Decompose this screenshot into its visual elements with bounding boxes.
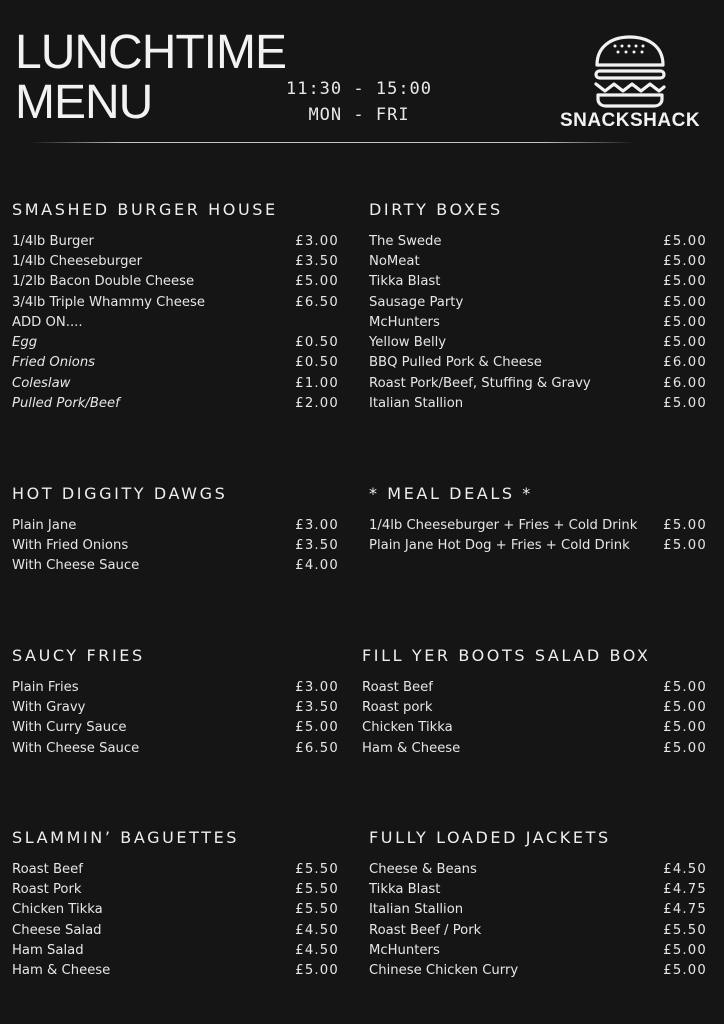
item-name: BBQ Pulled Pork & Cheese [369, 355, 542, 371]
menu-item [12, 940, 339, 960]
item-price: £0.50 [295, 355, 339, 371]
menu-item [362, 738, 707, 758]
item-name: Yellow Belly [369, 335, 447, 351]
menu-item [12, 738, 339, 758]
item-name: Pulled Pork/Beef [12, 396, 120, 412]
item-price: £5.00 [663, 233, 707, 249]
menu-item [12, 879, 339, 899]
item-name: 3/4lb Triple Whammy Cheese [12, 294, 205, 310]
item-price: £5.00 [663, 335, 707, 351]
item-price: £5.00 [663, 720, 707, 736]
menu-item [369, 900, 707, 920]
item-name: McHunters [369, 314, 440, 330]
item-name: Italian Stallion [369, 902, 464, 918]
menu-item [369, 879, 707, 899]
section-meal-deals [369, 483, 707, 556]
menu-title [15, 28, 286, 128]
item-price: £5.00 [295, 963, 339, 979]
item-price: £6.50 [295, 740, 339, 756]
item-price: £5.00 [663, 963, 707, 979]
menu-item [12, 332, 339, 352]
menu-item [369, 515, 707, 535]
item-price: £2.00 [295, 396, 339, 412]
menu-item [12, 272, 339, 292]
item-price: £5.00 [663, 740, 707, 756]
item-name: Roast Pork [12, 881, 82, 897]
item-name: Cheese & Beans [369, 861, 477, 877]
menu-item [369, 859, 707, 879]
item-price: £5.00 [663, 396, 707, 412]
item-name: Egg [12, 335, 38, 351]
menu-item [369, 312, 707, 332]
menu-item [369, 332, 707, 352]
menu-item [12, 231, 339, 251]
menu-item [12, 718, 339, 738]
item-name: Roast Beef [12, 861, 83, 877]
item-name: With Cheese Sauce [12, 740, 140, 756]
item-price: £3.00 [295, 233, 339, 249]
item-name: NoMeat [369, 253, 420, 269]
menu-item [369, 393, 707, 413]
item-name: With Cheese Sauce [12, 558, 140, 574]
item-price: £5.00 [663, 699, 707, 715]
menu-item [369, 292, 707, 312]
item-name: Tikka Blast [369, 274, 441, 290]
menu-item [369, 960, 707, 980]
header-divider [31, 142, 635, 143]
item-price: £3.50 [295, 253, 339, 269]
item-price: £5.00 [663, 274, 707, 290]
item-name: Chicken Tikka [12, 902, 103, 918]
snackshack-logo [553, 34, 707, 134]
section-smashed-burger-house [12, 199, 339, 414]
item-price: £5.00 [663, 294, 707, 310]
menu-item [369, 535, 707, 555]
item-name: Cheese Salad [12, 922, 102, 938]
item-price: £3.50 [295, 699, 339, 715]
item-price: £4.50 [295, 942, 339, 958]
menu-item [369, 251, 707, 271]
section-fill-yer-boots-salad-box [362, 645, 707, 758]
menu-item [12, 292, 339, 312]
menu-item [12, 920, 339, 940]
item-name: Chicken Tikka [362, 720, 453, 736]
item-name: With Fried Onions [12, 537, 129, 553]
menu-item [369, 373, 707, 393]
item-price: £5.50 [295, 902, 339, 918]
item-name: Plain Jane Hot Dog + Fries + Cold Drink [369, 537, 630, 553]
item-name: The Swede [369, 233, 442, 249]
item-price: £4.50 [295, 922, 339, 938]
item-name: Tikka Blast [369, 881, 441, 897]
item-name: Plain Jane [12, 517, 77, 533]
menu-item [12, 677, 339, 697]
item-name: Sausage Party [369, 294, 464, 310]
days-text: MON - FRI [308, 105, 410, 125]
item-price: £5.00 [663, 537, 707, 553]
menu-item [369, 272, 707, 292]
item-price: £4.50 [663, 861, 707, 877]
menu-item [362, 718, 707, 738]
section-saucy-fries [12, 645, 339, 758]
section-title: DIRTY BOXES [369, 200, 503, 219]
menu-item [12, 312, 339, 332]
item-name: Coleslaw [12, 375, 71, 391]
item-name: 1/2lb Bacon Double Cheese [12, 274, 195, 290]
section-title: FULLY LOADED JACKETS [369, 828, 611, 847]
item-name: Ham Salad [12, 942, 84, 958]
item-name: Italian Stallion [369, 396, 464, 412]
item-price: £5.00 [663, 314, 707, 330]
section-slammin-baguettes [12, 827, 339, 981]
item-name: 1/4lb Burger [12, 233, 94, 249]
item-price: £5.50 [295, 861, 339, 877]
hours-text: 11:30 - 15:00 [285, 79, 433, 99]
item-price: £6.50 [295, 294, 339, 310]
item-name: Ham & Cheese [12, 963, 111, 979]
item-price: £0.50 [295, 335, 339, 351]
section-title: SAUCY FRIES [12, 646, 145, 665]
item-price: £5.00 [663, 942, 707, 958]
menu-item [362, 677, 707, 697]
menu-item [12, 353, 339, 373]
item-price: £6.00 [663, 355, 707, 371]
opening-hours [283, 76, 435, 128]
menu-item [369, 353, 707, 373]
item-price: £5.00 [663, 517, 707, 533]
menu-item [12, 393, 339, 413]
menu-item [12, 251, 339, 271]
section-hot-diggity-dawgs [12, 483, 339, 576]
section-fully-loaded-jackets [369, 827, 707, 981]
menu-item [12, 697, 339, 717]
item-name: With Gravy [12, 699, 86, 715]
section-title: SMASHED BURGER HOUSE [12, 200, 278, 219]
menu-item [12, 900, 339, 920]
item-price: £1.00 [295, 375, 339, 391]
section-title: SLAMMIN’ BAGUETTES [12, 828, 240, 847]
item-price: £4.75 [663, 902, 707, 918]
menu-item [12, 859, 339, 879]
item-price: £5.00 [663, 253, 707, 269]
menu-item [12, 535, 339, 555]
burger-icon [593, 34, 667, 108]
item-name: 1/4lb Cheeseburger [12, 253, 143, 269]
item-name: McHunters [369, 942, 440, 958]
section-title: * MEAL DEALS * [369, 484, 533, 503]
item-price: £4.75 [663, 881, 707, 897]
menu-item [12, 515, 339, 535]
menu-item [362, 697, 707, 717]
item-name: ADD ON.... [12, 314, 83, 330]
menu-item [12, 960, 339, 980]
title-line-2: MENU [15, 76, 153, 129]
item-name: Roast Beef [362, 679, 433, 695]
item-name: Roast pork [362, 699, 433, 715]
menu-item [12, 373, 339, 393]
item-name: Plain Fries [12, 679, 79, 695]
item-name: Chinese Chicken Curry [369, 963, 519, 979]
section-title: HOT DIGGITY DAWGS [12, 484, 228, 503]
menu-item [369, 231, 707, 251]
item-price: £3.50 [295, 537, 339, 553]
item-name: 1/4lb Cheeseburger + Fries + Cold Drink [369, 517, 638, 533]
item-price: £4.00 [295, 558, 339, 574]
item-price: £6.00 [663, 375, 707, 391]
item-price: £3.00 [295, 679, 339, 695]
item-price: £5.00 [295, 274, 339, 290]
item-name: Roast Beef / Pork [369, 922, 482, 938]
section-title: FILL YER BOOTS SALAD BOX [362, 646, 651, 665]
item-name: Fried Onions [12, 355, 96, 371]
item-name: Ham & Cheese [362, 740, 461, 756]
title-line-1: LUNCHTIME [15, 26, 287, 79]
menu-item [12, 556, 339, 576]
menu-item [369, 920, 707, 940]
item-price: £5.00 [663, 679, 707, 695]
item-price: £5.50 [663, 922, 707, 938]
section-dirty-boxes [369, 199, 707, 414]
logo-text: SNACKSHACK [559, 110, 701, 131]
menu-item [369, 940, 707, 960]
item-price: £3.00 [295, 517, 339, 533]
item-name: With Curry Sauce [12, 720, 127, 736]
item-price: £5.50 [295, 881, 339, 897]
item-name: Roast Pork/Beef, Stuffing & Gravy [369, 375, 591, 391]
item-price: £5.00 [295, 720, 339, 736]
